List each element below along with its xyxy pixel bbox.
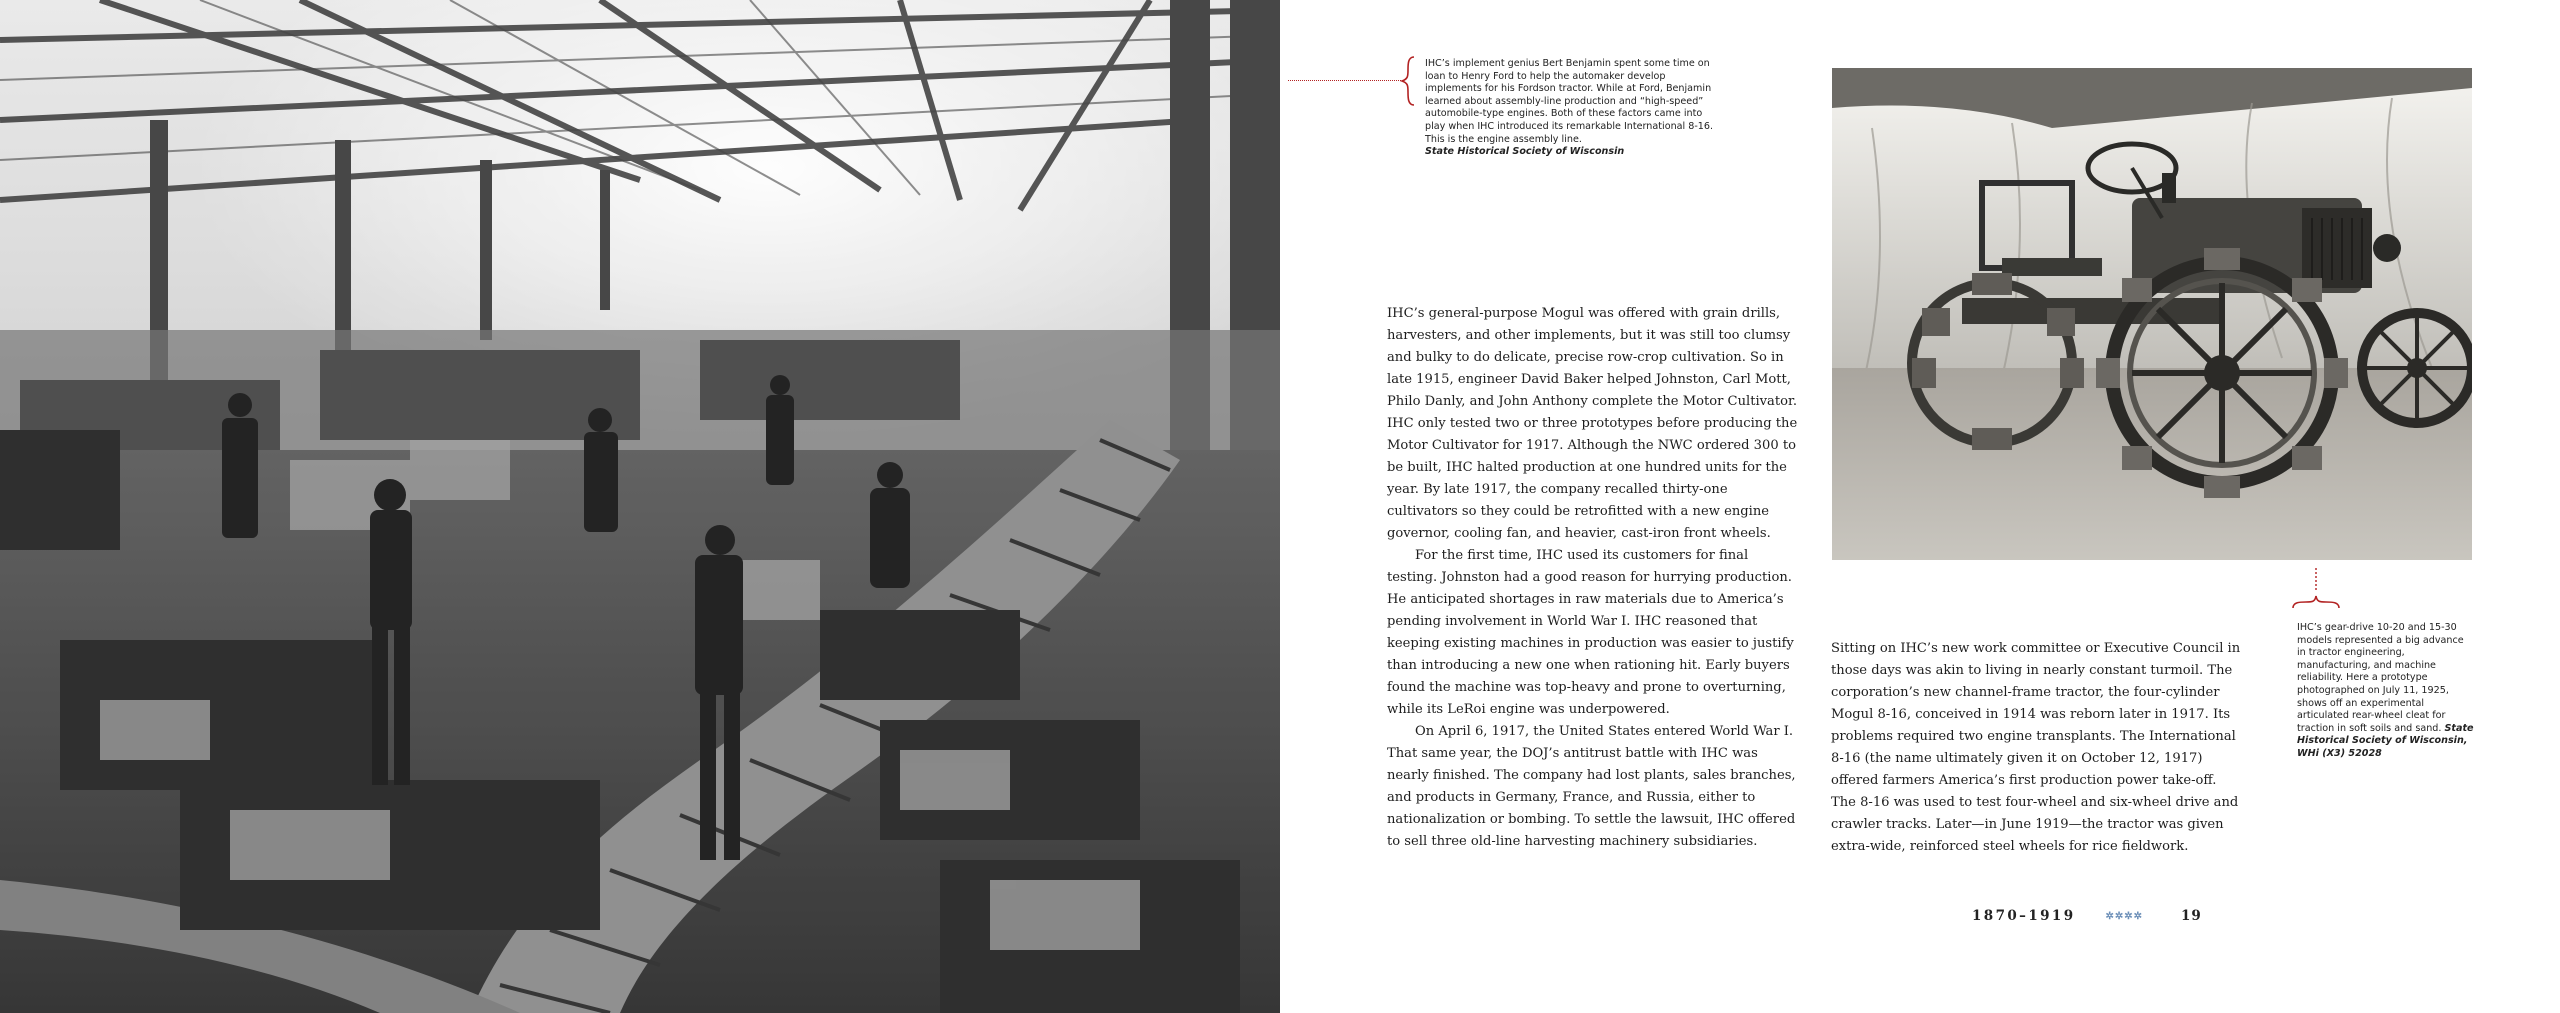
section-years: 1870–1919	[1972, 908, 2076, 924]
page-number: 19	[2181, 908, 2202, 924]
page-footer	[1972, 906, 2202, 926]
caption-top-text: IHC’s implement genius Bert Benjamin spent some time on loan to Henry Ford to help the automaker develop implements for his Fordson tractor. While at Ford, Benjamin learned about assembly-line production and “high-speed” automobile-type engines. Both of these factors came into play when IHC introduced its remarkable International 8-16. This is the engine assembly line.	[1425, 58, 1714, 145]
body-paragraph: IHC’s general-purpose Mogul was offered with grain drills, harvesters, and other implements, but it was still too clumsy and bulky to do delicate, precise row-crop cultivation. So in late 1915, engineer David Baker helped Johnston, Carl Mott, Philo Danly, and John Anthony complete the Motor Cultivator. IHC only tested two or three prototypes before producing the Motor Cultivator for 1917. Although the NWC ordered 300 to be built, IHC halted production at one hundred units for the year. By late 1917, the company recalled thirty-one cultivators so they could be retrofitted with a new engine governor, cooling fan, and heavier, cast-iron front wheels.	[1387, 306, 1798, 541]
photo-caption-right	[2297, 622, 2475, 761]
gear-drive-tractor-photo	[1832, 68, 2472, 560]
caption-leader-line	[1288, 80, 1401, 81]
body-paragraph: On April 6, 1917, the United States entered World War I. That same year, the DOJ’s antitrust battle with IHC was nearly finished. The company had lost plants, sales branches, and products in Germany, France, and Russia, either to nationalization or bombing. To settle the lawsuit, IHC offered to sell three old-line harvesting machinery subsidiaries.	[1387, 724, 1796, 849]
photo-caption-top	[1425, 58, 1715, 159]
body-paragraph: Sitting on IHC’s new work committee or Executive Council in those days was akin to living in nearly constant turmoil. The corporation’s new channel-frame tractor, the four-cylinder Mogul 8-16, conceived in 1914 was reborn later in 1917. Its problems required two engine transplants. The International 8-16 (the name ultimately given it on October 12, 1917) offered farmers America’s first production power take-off. The 8-16 was used to test four-wheel and six-wheel drive and crawler tracks. Later—in June 1919—the tractor was given extra-wide, reinforced steel wheels for rice fieldwork.	[1831, 641, 2241, 854]
caption-brace-icon	[1400, 56, 1416, 106]
caption-right-text: IHC’s gear-drive 10-20 and 15-30 models represented a big advance in tractor engineering, manufacturing, and machine reliability. Here a prototype photographed on July 11, 1925, shows off an experimental articulated rear-wheel cleat for traction in soft soils and sand.	[2297, 622, 2464, 734]
caption-brace-icon	[2292, 568, 2352, 616]
caption-right-source: State Historical Society of Wisconsin, WHi (X3) 52028	[2297, 722, 2474, 759]
body-column-left	[1387, 303, 1799, 853]
ornament-stars-icon: ✲✲✲✲	[2105, 910, 2144, 922]
body-column-right	[1831, 638, 2243, 858]
caption-top-source: State Historical Society of Wisconsin	[1425, 146, 1625, 158]
body-paragraph: For the first time, IHC used its customers for final testing. Johnston had a good reason for hurrying production. He anticipated shortages in raw materials due to America’s pending involvement in World War I. IHC reasoned that keeping existing machines in production was easier to justify than introducing a new one when rationing hit. Early buyers found the machine was top-heavy and prone to overturning, while its LeRoi engine was underpowered.	[1387, 548, 1794, 717]
